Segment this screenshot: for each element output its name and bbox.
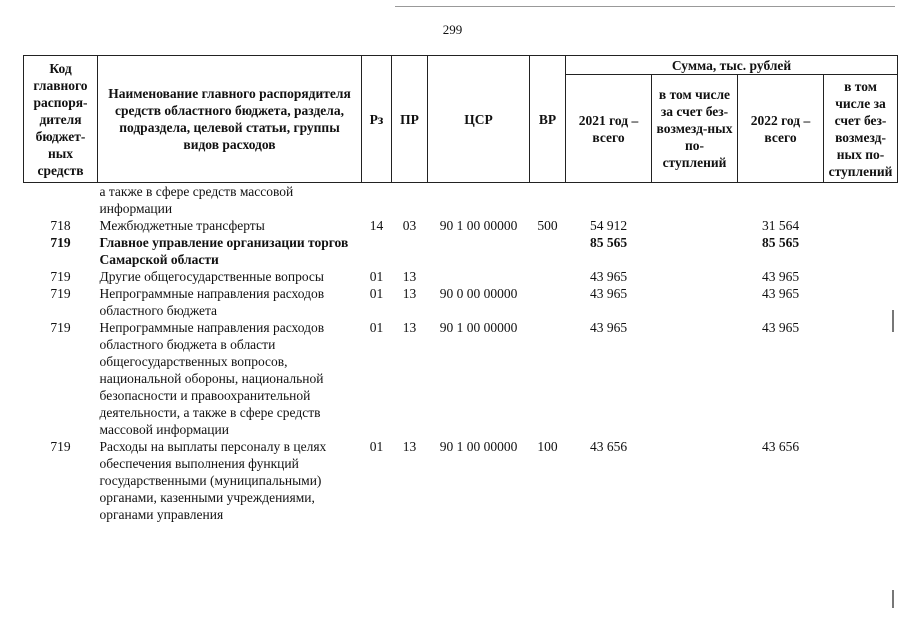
cell-code: 719 <box>50 286 71 301</box>
table-row <box>24 183 898 218</box>
cell-2022-grants <box>824 268 898 285</box>
cell-pr: 13 <box>402 439 417 454</box>
cell-2022-grants <box>824 285 898 319</box>
cell-csr <box>428 268 530 285</box>
cell-rz: 01 <box>369 269 384 284</box>
cell-2022-total: 85 565 <box>761 235 800 250</box>
cell-2021-grants <box>652 234 738 268</box>
cell-name: а также в сфере средств массовой информации <box>99 184 294 216</box>
header-pr: ПР <box>392 56 428 183</box>
cell-2021-total: 43 965 <box>589 269 628 284</box>
header-sum: Сумма, тыс. рублей <box>566 56 898 75</box>
cell-csr <box>428 234 530 268</box>
cell-rz: 01 <box>369 439 384 454</box>
table-row <box>24 217 898 234</box>
cell-pr: 13 <box>402 286 417 301</box>
table-row <box>24 438 898 523</box>
cell-2021-grants <box>652 183 738 218</box>
cell-csr: 90 1 00 00000 <box>439 218 518 233</box>
cell-vr <box>530 234 566 268</box>
header-2022-grants: в том числе за счет без-возмезд-ных по-ступлений <box>824 75 898 183</box>
page-number: 299 <box>442 22 463 37</box>
cell-vr <box>530 319 566 438</box>
budget-table <box>23 55 898 523</box>
cell-name: Другие общегосударственные вопросы <box>99 269 324 284</box>
cell-rz: 01 <box>369 320 384 335</box>
cell-2022-total: 43 965 <box>761 320 800 335</box>
cell-2021-grants <box>652 438 738 523</box>
cell-name: Расходы на выплаты персоналу в целях обеспечения выполнения функций государственными (муниципальными) органами, казенными учреждениями, органами управления <box>99 439 327 522</box>
cell-code: 718 <box>50 218 71 233</box>
cell-csr <box>428 183 530 218</box>
table-header <box>24 56 898 183</box>
cell-2022-grants <box>824 319 898 438</box>
cell-vr: 500 <box>537 218 558 233</box>
header-rz: Рз <box>362 56 392 183</box>
cell-pr: 03 <box>402 218 417 233</box>
cell-2021-total: 43 965 <box>589 320 628 335</box>
table-row <box>24 285 898 319</box>
cell-pr: 13 <box>402 320 417 335</box>
cell-2021-total: 43 965 <box>589 286 628 301</box>
cell-2021-total <box>566 183 652 218</box>
cell-2021-total: 54 912 <box>589 218 628 233</box>
cell-pr: 13 <box>402 269 417 284</box>
cell-name: Непрограммные направления расходов областного бюджета в области общегосударственных вопросов, национальной обороны, национальной безопасности и правоохранительной деятельности, а также в сфере средств массовой информации <box>99 320 325 437</box>
cell-name: Непрограммные направления расходов областного бюджета <box>99 286 325 318</box>
cell-2021-total: 85 565 <box>589 235 628 250</box>
table-row <box>24 268 898 285</box>
cell-2022-total: 43 965 <box>761 269 800 284</box>
cell-2021-total: 43 656 <box>589 439 628 454</box>
cell-2022-total: 43 965 <box>761 286 800 301</box>
header-2021-grants: в том числе за счет без-возмезд-ных по-ступлений <box>652 75 738 183</box>
cell-pr <box>392 234 428 268</box>
header-2021-total: 2021 год – всего <box>566 75 652 183</box>
cell-vr <box>530 268 566 285</box>
cell-code: 719 <box>50 235 71 250</box>
cell-rz <box>362 234 392 268</box>
cell-vr <box>530 183 566 218</box>
cell-2022-total: 43 656 <box>761 439 800 454</box>
header-name: Наименование главного распорядителя средств областного бюджета, раздела, подраздела, целевой статьи, группы видов расходов <box>98 56 362 183</box>
cell-2022-total: 31 564 <box>761 218 800 233</box>
header-code: Код главного распоря-дителя бюджет-ных средств <box>24 56 98 183</box>
cell-2022-grants <box>824 234 898 268</box>
cell-csr: 90 1 00 00000 <box>439 320 518 335</box>
cell-vr <box>530 285 566 319</box>
cell-code: 719 <box>50 439 71 454</box>
cell-2021-grants <box>652 217 738 234</box>
scan-edge-mark <box>892 590 894 608</box>
cell-name: Главное управление организации торгов Самарской области <box>99 235 349 267</box>
header-2022-total: 2022 год – всего <box>738 75 824 183</box>
cell-code <box>24 183 98 218</box>
table-row <box>24 319 898 438</box>
cell-csr: 90 0 00 00000 <box>439 286 518 301</box>
cell-rz: 01 <box>369 286 384 301</box>
top-rule <box>395 6 895 7</box>
cell-name: Межбюджетные трансферты <box>99 218 265 233</box>
table-row <box>24 234 898 268</box>
header-vr: ВР <box>530 56 566 183</box>
cell-2022-total <box>738 183 824 218</box>
cell-2022-grants <box>824 438 898 523</box>
cell-pr <box>392 183 428 218</box>
cell-2021-grants <box>652 319 738 438</box>
cell-csr: 90 1 00 00000 <box>439 439 518 454</box>
cell-2022-grants <box>824 217 898 234</box>
cell-vr: 100 <box>537 439 558 454</box>
header-csr: ЦСР <box>428 56 530 183</box>
table-body <box>24 183 898 524</box>
cell-rz: 14 <box>369 218 384 233</box>
cell-rz <box>362 183 392 218</box>
cell-2022-grants <box>824 183 898 218</box>
cell-code: 719 <box>50 269 71 284</box>
cell-2021-grants <box>652 268 738 285</box>
cell-2021-grants <box>652 285 738 319</box>
cell-code: 719 <box>50 320 71 335</box>
